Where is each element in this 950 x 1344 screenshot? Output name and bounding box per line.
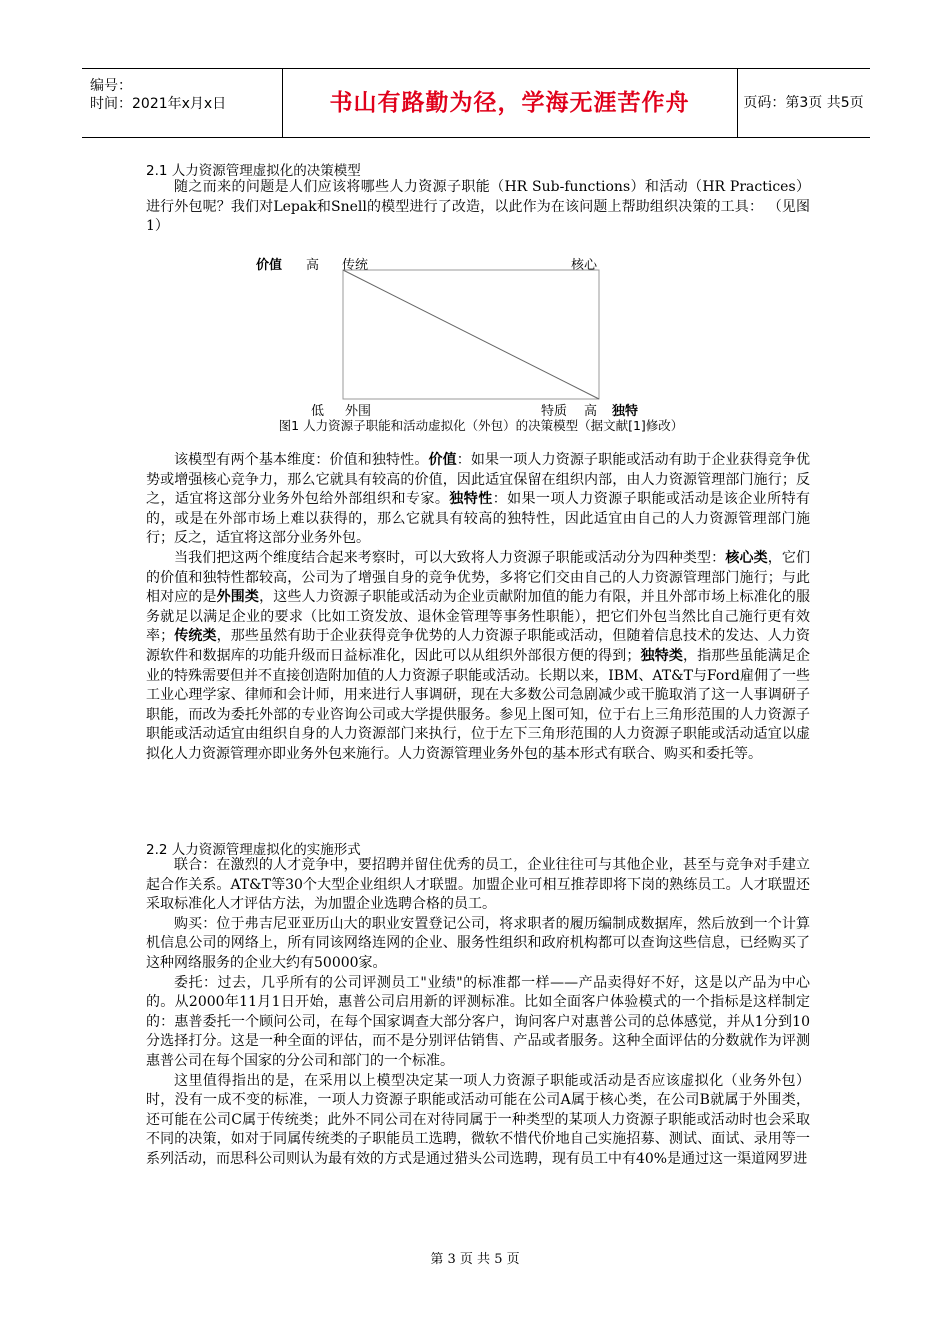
paragraph-delegation: 委托：过去，几乎所有的公司评测员工"业绩"的标准都一样——产品卖得好不好，这是以产品为中心的。从2000年11月1日开始，惠普公司启用新的评测标准。比如全面客户体验模式的一个指标是这样制定的：惠普委托一个顾问公司，在每个国家调查大部分客户，询问客户对惠普公司的总体感觉，并从1分到10分选择打分。这是一种全面的评估，而不是分别评估销售、产品或者服务。这种全面评估的分数就作为评测惠普公司在每个国家的分公司和部门的一个标准。	[146, 974, 810, 1069]
axis-value-high: 高	[306, 258, 320, 273]
body-paragraphs	[146, 451, 810, 765]
header-meta	[82, 69, 283, 137]
paragraph-dimensions: 该模型有两个基本维度：价值和独特性。价值：如果一项人力资源子职能或活动有助于企业获得竞争优势或增强核心竞争力，那么它就具有较高的价值，因此适宜保留在组织内部，由人力资源管理部门施行；反之，适宜将这部分业务外包给外部组织和专家。独特性：如果一项人力资源子职能或活动是该企业所特有的，或是在外部市场上难以获得的，那么它就具有较高的独特性，因此适宜由自己的人力资源管理部门施行；反之，适宜将这部分业务外包。	[146, 452, 811, 547]
axis-label-unique: 独特	[612, 404, 639, 419]
paragraph-alliance: 联合：在激烈的人才竞争中，要招聘并留住优秀的员工，企业往往可与其他企业，甚至与竞争对手建立起合作关系。AT&T等30个大型企业组织人才联盟。加盟企业可相互推荐即将下岗的熟练员工。人才联盟还采取标准化人才评估方法，为加盟企业选聘合格的员工。	[146, 857, 810, 913]
header-motto: 书山有路勤为径，学海无涯苦作舟	[282, 69, 738, 137]
paragraph-four-types: 当我们把这两个维度结合起来考察时，可以大致将人力资源子职能或活动分为四种类型：核心类，它们的价值和独特性都较高，公司为了增强自身的竞争优势，多将它们交由自己的人力资源管理部门施行；与此相对应的是外围类，这些人力资源子职能或活动为企业贡献附加值的能力有限，并且外部市场上标准化的服务就足以满足企业的要求（比如工资发放、退休金管理等事务性职能），把它们外包当然比自己施行更有效率；传统类，那些虽然有助于企业获得竞争优势的人力资源子职能或活动，但随着信息技术的发达、人力资源软件和数据库的功能升级而日益标准化，因此可以从组织外部很方便的得到；独特类，指那些虽能满足企业的特殊需要但并不直接创造附加值的人力资源子职能或活动。长期以来，IBM、AT&T与Ford雇佣了一些工业心理学家、律师和会计师，用来进行人事调研，现在大多数公司急剧减少或干脆取消了这一人事调研子职能，而改为委托外部的专业咨询公司或大学提供服务。参见上图可知，位于右上三角形范围的人力资源子职能或活动适宜由组织自身的人力资源部门来执行，位于左下三角形范围的人力资源子职能或活动适宜以虚拟化人力资源管理亦即业务外包来施行。人力资源管理业务外包的基本形式有联合、购买和委托等。	[146, 549, 811, 762]
figure-diagonal	[343, 270, 599, 399]
doc-number: 编号：	[90, 78, 132, 94]
axis-value-low: 低	[311, 404, 325, 419]
intro-text: 随之而来的问题是人们应该将哪些人力资源子职能（HR Sub-functions）和活动（HR Practices）进行外包呢？我们对Lepak和Snell的模型进行了改造，以此作为在该问题上帮助组织决策的工具： （见图1）	[146, 179, 810, 235]
axis-unique-high: 高	[584, 404, 598, 419]
header-page-number: 页码：第3页 共5页	[743, 95, 864, 111]
quadrant-traditional: 传统	[342, 258, 369, 273]
page-header	[82, 68, 870, 138]
quadrant-core: 核心	[571, 258, 598, 273]
doc-time: 时间：2021年x月x日	[90, 96, 227, 112]
quadrant-peripheral: 外围	[345, 404, 372, 419]
section-title-2-2: 2.2 人力资源管理虚拟化的实施形式	[146, 842, 361, 858]
section-title-2-1: 2.1 人力资源管理虚拟化的决策模型	[146, 163, 361, 179]
page-footer: 第 3 页 共 5 页	[430, 1252, 520, 1267]
paragraph-note: 这里值得指出的是，在采用以上模型决定某一项人力资源子职能或活动是否应该虚拟化（业务外包）时，没有一成不变的标准，一项人力资源子职能或活动可能在公司A属于核心类，在公司B就属于外围类，还可能在公司C属于传统类；此外不同公司在对待同属于一种类型的某项人力资源子职能或活动时也会采取不同的决策，如对于同属传统类的子职能员工选聘，微软不惜代价地自己实施招募、测试、面试、录用等一系列活动，而思科公司则认为最有效的方式是通过猎头公司选聘，现有员工中有40%是通过这一渠道网罗进	[146, 1072, 810, 1167]
decision-model-figure	[246, 250, 716, 440]
paragraph-purchase: 购买：位于弗吉尼亚亚历山大的职业安置登记公司，将求职者的履历编制成数据库，然后放到一个计算机信息公司的网络上，所有同该网络连网的企业、服务性组织和政府机构都可以查询这些信息，已经购买了这种网络服务的企业大约有50000家。	[146, 915, 810, 971]
body-paragraphs-2	[146, 856, 810, 1170]
figure-caption: 图1 人力资源子职能和活动虚拟化（外包）的决策模型（据文献[1]修改）	[278, 418, 684, 433]
axis-label-value: 价值	[256, 258, 283, 273]
quadrant-idiosyncratic: 特质	[541, 404, 568, 419]
intro-paragraph	[146, 178, 810, 237]
